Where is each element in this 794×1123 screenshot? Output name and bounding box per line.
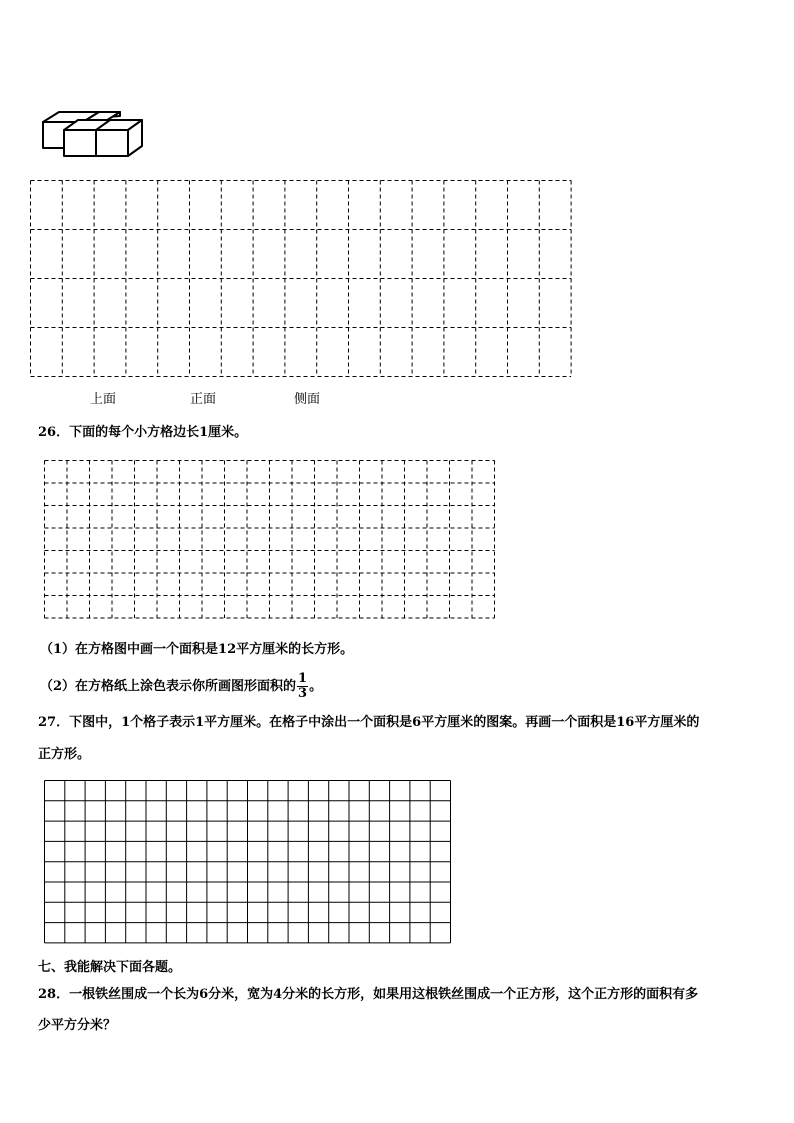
question-27-line2: 正方形。	[38, 747, 91, 762]
view-grid	[30, 180, 575, 380]
question-27-line1: 27．下图中，1个格子表示1平方厘米。在格子中涂出一个面积是6平方厘米的图案。再画一个面积是16平方厘米的	[38, 715, 700, 730]
part2-suffix: 。	[309, 679, 323, 694]
label-top-view: 上面	[90, 392, 117, 407]
fraction-one-third	[297, 672, 308, 701]
question-26-part2	[40, 672, 322, 701]
fraction-denominator: 3	[298, 686, 308, 701]
question-26-title: 26．下面的每个小方格边长1厘米。	[38, 425, 248, 440]
label-side-view: 侧面	[294, 392, 321, 407]
fraction-numerator: 1	[298, 671, 308, 686]
question-28-line1: 28．一根铁丝围成一个长为6分米，宽为4分米的长方形，如果用这根铁丝围成一个正方形，这个正方形的面积有多	[38, 987, 699, 1002]
section-7-heading: 七、我能解决下面各题。	[38, 960, 182, 975]
part2-prefix: （2）在方格纸上涂色表示你所画图形面积的	[40, 679, 297, 694]
grid-27	[44, 780, 454, 946]
question-26-part1: （1）在方格图中画一个面积是12平方厘米的长方形。	[40, 642, 354, 657]
cube-figure	[38, 106, 148, 156]
grid-26	[44, 460, 499, 620]
label-front-view: 正面	[190, 392, 217, 407]
question-28-line2: 少平方分米？	[38, 1018, 117, 1033]
